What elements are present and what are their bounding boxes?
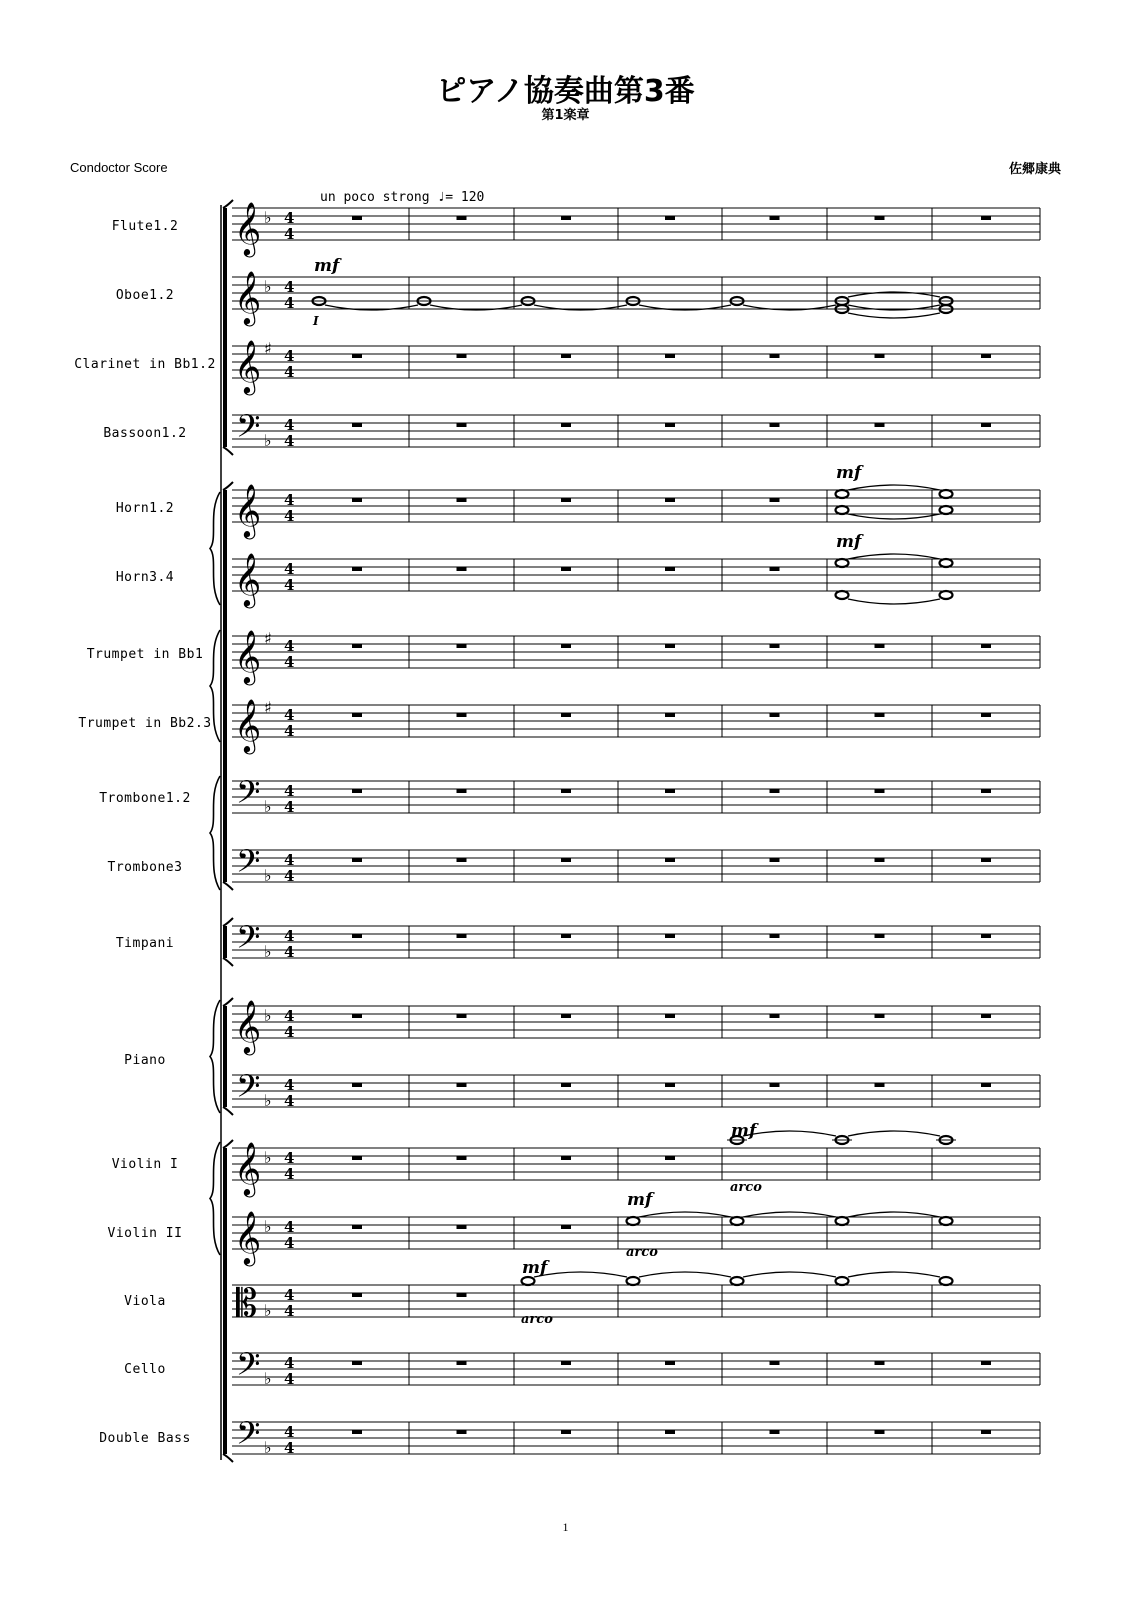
treble-clef-icon: 𝄞 <box>234 201 262 255</box>
whole-note <box>836 1217 849 1225</box>
sharp-icon: ♯ <box>264 629 272 648</box>
time-signature-denominator: 4 <box>284 1234 295 1252</box>
whole-note <box>836 1277 849 1285</box>
treble-clef-icon: 𝄞 <box>234 1141 262 1195</box>
alto-clef-icon: 𝄡 <box>236 1281 258 1325</box>
whole-note <box>836 591 849 599</box>
flat-icon: ♭ <box>264 942 272 961</box>
whole-rest <box>561 423 571 427</box>
staff-label-clarinet: Clarinet in Bb1.2 <box>74 357 216 372</box>
woodwind-bracket-top-hook <box>223 200 233 208</box>
whole-rest <box>875 789 885 793</box>
whole-rest <box>352 713 362 717</box>
tie <box>848 1212 940 1217</box>
bass-clef-icon: 𝄢 <box>236 919 261 963</box>
whole-rest <box>457 1225 467 1229</box>
whole-rest <box>352 1361 362 1365</box>
whole-rest <box>561 1014 571 1018</box>
time-signature-denominator: 4 <box>284 798 295 816</box>
flat-icon: ♭ <box>264 208 272 227</box>
time-signature-denominator: 4 <box>284 432 295 450</box>
movement-subtitle: 第1楽章 <box>541 108 590 123</box>
whole-rest <box>352 216 362 220</box>
dynamic-mf: mf <box>731 1121 757 1141</box>
sharp-icon: ♯ <box>264 339 272 358</box>
whole-rest <box>665 934 675 938</box>
dynamic-mf: mf <box>836 463 862 483</box>
strings-bracket-top-hook <box>223 1140 233 1148</box>
whole-rest <box>561 789 571 793</box>
whole-rest <box>875 423 885 427</box>
whole-rest <box>981 644 991 648</box>
whole-rest <box>561 216 571 220</box>
whole-rest <box>981 1430 991 1434</box>
flat-icon: ♭ <box>264 797 272 816</box>
whole-rest <box>875 644 885 648</box>
time-signature-numerator: 4 <box>284 706 295 724</box>
time-signature-denominator: 4 <box>284 363 295 381</box>
bass-clef-icon: 𝄢 <box>236 1415 261 1459</box>
flat-icon: ♭ <box>264 1006 272 1025</box>
time-signature-denominator: 4 <box>284 867 295 885</box>
whole-rest <box>770 1083 780 1087</box>
flat-icon: ♭ <box>264 1301 272 1320</box>
whole-rest <box>457 216 467 220</box>
whole-rest <box>875 713 885 717</box>
page-number: 1 <box>562 1520 569 1534</box>
time-signature-numerator: 4 <box>284 491 295 509</box>
whole-note <box>940 1217 953 1225</box>
tie <box>743 1272 836 1277</box>
whole-rest <box>561 567 571 571</box>
staff-label-timpani: Timpani <box>115 936 175 951</box>
treble-clef-icon: 𝄞 <box>234 629 262 683</box>
piano-bracket-bottom-hook <box>223 1107 233 1115</box>
whole-rest <box>457 713 467 717</box>
whole-rest <box>875 934 885 938</box>
time-signature-numerator: 4 <box>284 1286 295 1304</box>
whole-rest <box>665 567 675 571</box>
whole-rest <box>981 858 991 862</box>
tempo-text: un poco strong <box>320 190 430 205</box>
whole-rest <box>457 644 467 648</box>
time-signature-numerator: 4 <box>284 637 295 655</box>
whole-rest <box>561 1156 571 1160</box>
time-signature-numerator: 4 <box>284 209 295 227</box>
score-type-label: Condoctor Score <box>70 160 168 175</box>
whole-rest <box>770 644 780 648</box>
whole-note <box>940 591 953 599</box>
whole-rest <box>875 858 885 862</box>
staff-label-trombone3: Trombone3 <box>107 860 183 875</box>
whole-rest <box>561 498 571 502</box>
tie <box>848 1131 940 1136</box>
whole-rest <box>665 423 675 427</box>
time-signature-denominator: 4 <box>284 225 295 243</box>
trombone-brace <box>210 776 220 890</box>
whole-rest <box>770 1430 780 1434</box>
whole-rest <box>457 1361 467 1365</box>
composer-name: 佐郷康典 <box>1008 162 1061 177</box>
time-signature-numerator: 4 <box>284 1007 295 1025</box>
time-signature-denominator: 4 <box>284 507 295 525</box>
staff-label-bassoon: Bassoon1.2 <box>103 426 187 441</box>
arco-marking: arco <box>730 1180 762 1195</box>
bass-clef-icon: 𝄢 <box>236 843 261 887</box>
time-signature-denominator: 4 <box>284 1092 295 1110</box>
whole-rest <box>770 858 780 862</box>
whole-rest <box>770 423 780 427</box>
flat-icon: ♭ <box>264 431 272 450</box>
whole-rest <box>981 1083 991 1087</box>
whole-rest <box>665 789 675 793</box>
flat-icon: ♭ <box>264 866 272 885</box>
tie <box>848 1272 940 1277</box>
time-signature-denominator: 4 <box>284 294 295 312</box>
whole-rest <box>770 498 780 502</box>
whole-rest <box>981 216 991 220</box>
whole-rest <box>457 567 467 571</box>
whole-rest <box>352 644 362 648</box>
whole-rest <box>665 498 675 502</box>
whole-rest <box>352 1014 362 1018</box>
whole-note <box>940 559 953 567</box>
tie <box>743 1212 836 1217</box>
whole-note <box>836 490 849 498</box>
whole-note <box>522 1277 535 1285</box>
whole-rest <box>457 354 467 358</box>
whole-rest <box>352 567 362 571</box>
whole-rest <box>665 858 675 862</box>
whole-rest <box>665 1361 675 1365</box>
tempo-value: = 120 <box>445 190 485 205</box>
time-signature-denominator: 4 <box>284 943 295 961</box>
flat-icon: ♭ <box>264 1438 272 1457</box>
whole-rest <box>561 1361 571 1365</box>
tie <box>848 554 940 559</box>
tie <box>639 1212 731 1217</box>
treble-clef-icon: 𝄞 <box>234 552 262 606</box>
whole-rest <box>352 858 362 862</box>
flat-icon: ♭ <box>264 1369 272 1388</box>
time-signature-denominator: 4 <box>284 576 295 594</box>
time-signature-numerator: 4 <box>284 782 295 800</box>
whole-rest <box>457 858 467 862</box>
whole-note <box>940 1277 953 1285</box>
treble-clef-icon: 𝄞 <box>234 483 262 537</box>
whole-rest <box>665 1430 675 1434</box>
whole-rest <box>561 713 571 717</box>
time-signature-denominator: 4 <box>284 722 295 740</box>
horn-brace <box>210 492 220 605</box>
whole-rest <box>875 354 885 358</box>
whole-note <box>836 506 849 514</box>
flat-icon: ♭ <box>264 1217 272 1236</box>
dynamic-mf: mf <box>314 256 340 276</box>
staff-label-piano: Piano <box>124 1053 166 1068</box>
brass-bracket-top-hook <box>223 482 233 490</box>
time-signature-numerator: 4 <box>284 927 295 945</box>
treble-clef-icon: 𝄞 <box>234 270 262 324</box>
whole-rest <box>770 1014 780 1018</box>
treble-clef-icon: 𝄞 <box>234 999 262 1053</box>
whole-rest <box>457 1293 467 1297</box>
whole-rest <box>981 1361 991 1365</box>
strings-bracket-bottom-hook <box>223 1454 233 1462</box>
tie <box>848 313 940 318</box>
whole-rest <box>875 1014 885 1018</box>
whole-rest <box>875 216 885 220</box>
whole-rest <box>352 934 362 938</box>
whole-rest <box>981 934 991 938</box>
tie <box>743 1131 836 1136</box>
quarter-note-icon: ♩ <box>437 190 446 205</box>
whole-rest <box>981 789 991 793</box>
whole-rest <box>770 1361 780 1365</box>
whole-rest <box>981 1014 991 1018</box>
flat-icon: ♭ <box>264 1091 272 1110</box>
tie <box>639 1272 731 1277</box>
staff-label-doublebass: Double Bass <box>99 1431 191 1446</box>
time-signature-numerator: 4 <box>284 1218 295 1236</box>
treble-clef-icon: 𝄞 <box>234 698 262 752</box>
whole-rest <box>770 354 780 358</box>
whole-rest <box>457 934 467 938</box>
whole-rest <box>457 423 467 427</box>
whole-note <box>627 1217 640 1225</box>
time-signature-denominator: 4 <box>284 1023 295 1041</box>
whole-rest <box>770 713 780 717</box>
whole-rest <box>665 1156 675 1160</box>
whole-rest <box>352 789 362 793</box>
piano-brace <box>210 1000 220 1113</box>
whole-rest <box>457 498 467 502</box>
whole-rest <box>561 1225 571 1229</box>
time-signature-numerator: 4 <box>284 278 295 296</box>
staff-label-trumpet1: Trumpet in Bb1 <box>86 647 204 662</box>
whole-rest <box>665 1083 675 1087</box>
whole-rest <box>561 934 571 938</box>
whole-rest <box>875 1430 885 1434</box>
whole-rest <box>352 423 362 427</box>
staff-label-flute: Flute1.2 <box>111 219 179 234</box>
treble-clef-icon: 𝄞 <box>234 339 262 393</box>
woodwind-bracket-bottom-hook <box>223 447 233 455</box>
staff-label-oboe: Oboe1.2 <box>115 288 175 303</box>
whole-rest <box>352 354 362 358</box>
time-signature-denominator: 4 <box>284 653 295 671</box>
whole-note <box>940 490 953 498</box>
whole-rest <box>457 789 467 793</box>
time-signature-denominator: 4 <box>284 1165 295 1183</box>
time-signature-numerator: 4 <box>284 560 295 578</box>
time-signature-numerator: 4 <box>284 851 295 869</box>
whole-rest <box>875 1361 885 1365</box>
whole-rest <box>770 567 780 571</box>
violin-brace <box>210 1142 220 1255</box>
whole-rest <box>981 354 991 358</box>
staff-label-violin1: Violin I <box>111 1157 179 1172</box>
time-signature-denominator: 4 <box>284 1439 295 1457</box>
arco-marking: arco <box>626 1245 658 1260</box>
staff-label-horn34: Horn3.4 <box>115 570 175 585</box>
arco-marking: arco <box>521 1312 553 1327</box>
dynamic-mf: mf <box>627 1190 653 1210</box>
whole-rest <box>665 216 675 220</box>
whole-note <box>940 506 953 514</box>
voice-one-marking: I <box>313 314 319 328</box>
whole-note <box>627 1277 640 1285</box>
whole-note <box>836 559 849 567</box>
trumpet-brace <box>210 630 220 742</box>
whole-rest <box>770 934 780 938</box>
whole-rest <box>352 1083 362 1087</box>
whole-rest <box>352 1293 362 1297</box>
brass-bracket-bottom-hook <box>223 882 233 890</box>
whole-rest <box>457 1014 467 1018</box>
time-signature-numerator: 4 <box>284 1354 295 1372</box>
whole-rest <box>665 1014 675 1018</box>
flat-icon: ♭ <box>264 1148 272 1167</box>
piano-bracket-top-hook <box>223 998 233 1006</box>
whole-rest <box>665 644 675 648</box>
timpani-bracket-bottom-hook <box>223 958 233 966</box>
bass-clef-icon: 𝄢 <box>236 774 261 818</box>
whole-rest <box>561 1430 571 1434</box>
flat-icon: ♭ <box>264 277 272 296</box>
dynamic-mf: mf <box>522 1258 548 1278</box>
whole-rest <box>981 713 991 717</box>
staff-label-cello: Cello <box>124 1362 166 1377</box>
tie <box>534 1272 627 1277</box>
timpani-bracket-top-hook <box>223 918 233 926</box>
whole-rest <box>770 789 780 793</box>
time-signature-numerator: 4 <box>284 1423 295 1441</box>
time-signature-numerator: 4 <box>284 1076 295 1094</box>
time-signature-numerator: 4 <box>284 416 295 434</box>
whole-rest <box>561 858 571 862</box>
whole-rest <box>665 713 675 717</box>
staff-label-trombone12: Trombone1.2 <box>99 791 191 806</box>
time-signature-numerator: 4 <box>284 1149 295 1167</box>
staff-label-horn12: Horn1.2 <box>115 501 175 516</box>
staff-label-viola: Viola <box>124 1294 166 1309</box>
whole-rest <box>352 1430 362 1434</box>
bass-clef-icon: 𝄢 <box>236 1346 261 1390</box>
whole-rest <box>352 1156 362 1160</box>
whole-note <box>731 1217 744 1225</box>
whole-rest <box>770 216 780 220</box>
whole-rest <box>561 644 571 648</box>
whole-rest <box>352 498 362 502</box>
staff-label-trumpet23: Trumpet in Bb2.3 <box>78 716 212 731</box>
whole-rest <box>665 354 675 358</box>
whole-rest <box>561 354 571 358</box>
score-title: ピアノ協奏曲第3番 <box>436 74 695 109</box>
whole-rest <box>457 1156 467 1160</box>
time-signature-numerator: 4 <box>284 347 295 365</box>
bass-clef-icon: 𝄢 <box>236 408 261 452</box>
whole-rest <box>457 1083 467 1087</box>
sharp-icon: ♯ <box>264 698 272 717</box>
whole-note <box>731 1277 744 1285</box>
whole-rest <box>457 1430 467 1434</box>
whole-rest <box>981 423 991 427</box>
bass-clef-icon: 𝄢 <box>236 1068 261 1112</box>
whole-rest <box>352 1225 362 1229</box>
whole-rest <box>875 1083 885 1087</box>
tie <box>848 599 940 604</box>
staff-label-violin2: Violin II <box>107 1226 183 1241</box>
time-signature-denominator: 4 <box>284 1302 295 1320</box>
tie <box>848 514 940 519</box>
treble-clef-icon: 𝄞 <box>234 1210 262 1264</box>
whole-rest <box>561 1083 571 1087</box>
dynamic-mf: mf <box>836 532 862 552</box>
time-signature-denominator: 4 <box>284 1370 295 1388</box>
tie <box>848 485 940 490</box>
